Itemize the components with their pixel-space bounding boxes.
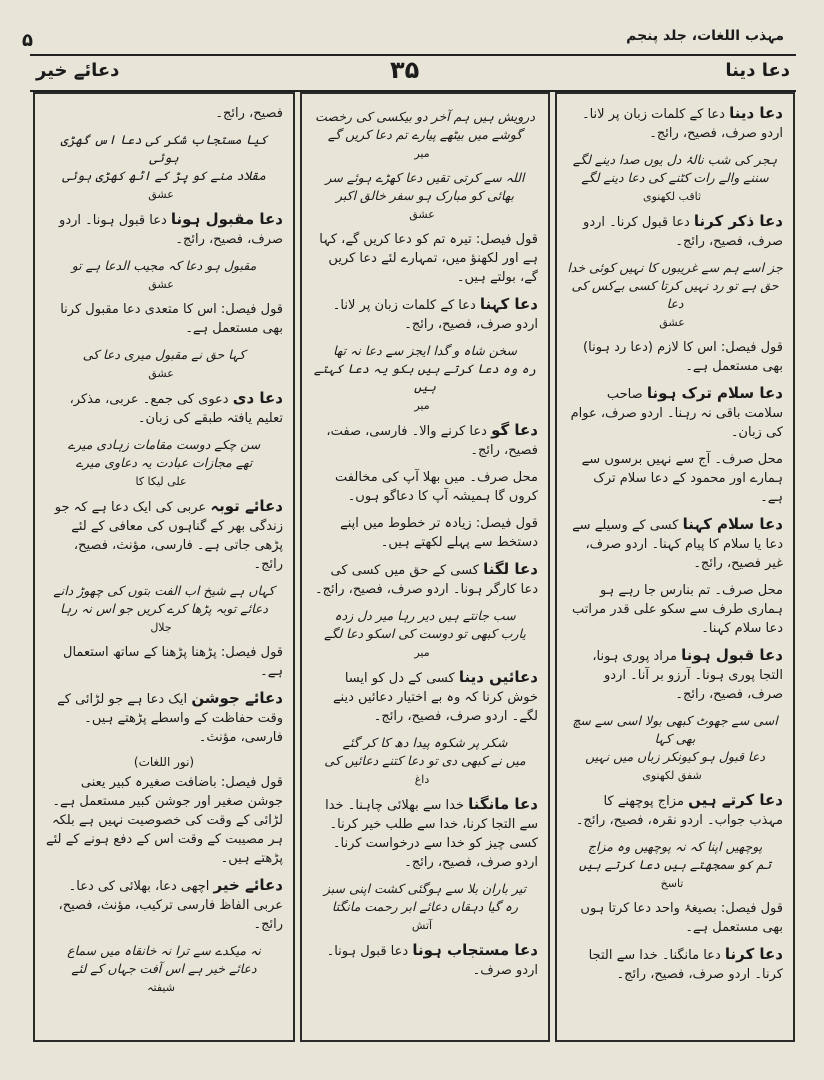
definition-text: خدا سے بھلائی چاہنا۔ خدا سے التجا کرنا، خدا سے طلب خیر کرنا۔ کسی چیز کو خدا سے درخواست کرنا۔ اردو صرف، فصیح، رائج۔ <box>325 798 538 870</box>
running-header <box>30 54 796 92</box>
verse-line: گوشے میں بیٹھے پیارے تم دعا کریں گے <box>327 127 523 142</box>
poet-name: داغ <box>414 773 430 786</box>
definition-text: محل صرف۔ تم بنارس جا رہے ہو ہماری طرف سے سکو علی قدر مراتب دعا سلام کہنا۔ <box>572 583 783 636</box>
header-first-word: دعا دینا <box>725 60 790 81</box>
definition-text: صاحب سلامت باقی نہ رہنا۔ اردو صرف، عوام کی زبان۔ <box>570 387 783 440</box>
verse-quote <box>312 880 538 935</box>
verse-line: کہا حق نے مقبول میری دعا کی <box>82 347 246 362</box>
headword: دعائے توبہ <box>210 497 283 515</box>
verse-line: کہاں ہے شیخ اب الفت بتوں کی چھوڑ دانے <box>53 583 275 598</box>
dictionary-entry <box>45 104 283 123</box>
verse-quote <box>312 607 538 662</box>
verse-line: سخن شاہ و گدا ایجز سے دعا نہ تھا <box>333 343 517 358</box>
headword: دعا ذکر کرنا <box>693 212 783 230</box>
dictionary-entry <box>45 497 283 574</box>
verse-line: سننے والے رات کٹنے کی دعا دینے لگے <box>581 170 769 185</box>
definition-text: دعا کے کلمات زبان پر لانا۔ اردو صرف، فصیح، رائج۔ <box>581 107 783 141</box>
definition-text: عربی کی ایک دعا ہے کہ جو زندگی بھر کے گناہوں کی معافی کے لئے پڑھی جاتی ہے۔ فارسی، مؤنث، فصیح، رائج۔ <box>54 500 283 572</box>
verse-quote <box>567 712 783 785</box>
dictionary-entry <box>312 514 538 552</box>
headword: دعا دی <box>232 389 283 407</box>
dictionary-entry <box>567 945 783 984</box>
poet-name: جلال <box>150 621 172 634</box>
dictionary-entry <box>312 421 538 460</box>
headword: دعا قبول ہونا <box>681 646 783 664</box>
poet-name: شفق لکھنوی <box>642 769 702 782</box>
definition-text: قول فیصل: اس کا لازم (دعا رد ہونا) بھی مستعمل ہے۔ <box>583 340 783 374</box>
dictionary-entry <box>45 300 283 338</box>
dictionary-entry <box>312 941 538 980</box>
poet-name: ثاقب لکھنوی <box>642 190 702 203</box>
verse-line: سب جانتے ہیں دیر رہا میر دل زدہ <box>334 608 516 623</box>
verse-line: دعائے توبہ پڑھا کرے کریں جو اس نہ رہا <box>60 601 268 616</box>
headword: دعا مانگنا <box>468 795 538 813</box>
verse-quote <box>312 734 538 789</box>
dictionary-entry <box>312 230 538 287</box>
verse-line: نہ میکدے سے ترا نہ خانقاہ میں سماع <box>67 943 261 958</box>
verse-line: رہ وہ دعا کرتے ہیں بکو یہ دعا کہتے ہیں <box>313 361 537 394</box>
headword: دعائے خیر <box>213 876 283 894</box>
definition-text: دعا کے کلمات زبان پر لانا۔ اردو صرف، فصیح، رائج۔ <box>332 298 538 332</box>
verse-line: سن چکے دوست مقامات زہادی میرے <box>67 437 261 452</box>
definition-text: مراد پوری ہونا، التجا پوری ہونا۔ آرزو بر آنا۔ اردو صرف، فصیح، رائج۔ <box>592 649 783 702</box>
dictionary-entry <box>45 643 283 681</box>
verse-quote <box>567 151 783 206</box>
verse-quote <box>567 838 783 893</box>
poet-name: میر <box>414 646 430 659</box>
poet-name: تاسخ <box>660 877 684 890</box>
verse-line: شکر پر شکوہ پیدا دھ کا کر گئے <box>342 735 508 750</box>
dictionary-entry <box>45 210 283 249</box>
headword: دعا سلام کہنا <box>682 515 783 533</box>
headword: دعا کہنا <box>479 295 538 313</box>
verse-quote <box>45 257 283 294</box>
verse-quote <box>312 342 538 415</box>
headword: دعا دینا <box>729 104 783 122</box>
dictionary-entry <box>312 468 538 506</box>
poet-name: شیفتہ <box>147 981 175 994</box>
definition-text: دعا کرنے والا۔ فارسی، صفت، فصیح، رائج۔ <box>326 424 538 458</box>
poet-name: عشق <box>148 188 174 201</box>
header-last-word: دعائے خیر <box>36 60 120 81</box>
definition-text: قول فیصل: زیادہ تر خطوط میں اپنے دستخط سے پہلے لکھتے ہیں۔ <box>340 516 538 550</box>
definition-text: کسی کے دل کو ایسا خوش کرنا کہ وہ بے اختیار دعائیں دینے لگے۔ اردو صرف، فصیح، رائج۔ <box>332 671 538 724</box>
verse-quote <box>45 582 283 637</box>
definition-text: دعوی کی جمع۔ عربی، مذکر، تعلیم یافتہ طبقے کی زبان۔ <box>69 392 283 426</box>
dictionary-entry <box>312 560 538 599</box>
definition-text: محل صرف۔ آج سے نہیں برسوں سے ہمارے اور محمود کے دعا سلام ترک ہے۔ <box>581 452 783 505</box>
poet-name: عشق <box>148 367 174 380</box>
verse-line: کیا مستجاب شکر کی دعا اس گھڑی ہوئی <box>60 132 268 165</box>
definition-text: قول فیصل: پڑھنا پڑھنا کے ساتھ استعمال ہے۔ <box>63 645 283 679</box>
dictionary-entry <box>567 791 783 830</box>
dictionary-entry <box>312 295 538 334</box>
verse-line: تھے مجازات عبادت یہ دعاوی میرے <box>75 455 253 470</box>
definition-text: دعا مانگنا۔ خدا سے التجا کرنا۔ اردو صرف، فصیح، رائج۔ <box>588 948 783 982</box>
dictionary-entry <box>567 581 783 638</box>
definition-text: مزاج پوچھنے کا مہذب جواب۔ اردو نقرہ، فصیح، رائج۔ <box>575 794 783 828</box>
poet-name: میر <box>414 399 430 412</box>
dictionary-entry <box>567 104 783 143</box>
dictionary-entry <box>45 876 283 934</box>
right-column <box>555 92 795 1042</box>
verse-quote <box>567 259 783 332</box>
dictionary-entry <box>567 338 783 376</box>
definition-text: قول فیصل: تیرہ تم کو دعا کریں گے، کہا ہے اور لکھنؤ میں، تمہارے لئے دعا کریں گے، بولتے ہیں۔ <box>319 232 538 285</box>
verse-line: حق ہے تو رد نہیں کرتا کسی بےکس کی دعا <box>571 278 779 311</box>
headword: دعائیں دینا <box>458 668 538 686</box>
verse-line: تم کو سمجھتے ہیں دعا کرتے ہیں <box>578 857 772 872</box>
dictionary-entry <box>45 773 283 868</box>
definition-text: محل صرف۔ میں بھلا آپ کی مخالفت کروں گا ہمیشہ آپ کا دعاگو ہوں۔ <box>335 470 538 504</box>
verse-line: مقبول ہو دعا کہ مجیب الدعا ہے تو <box>71 258 257 273</box>
verse-line: ہجر کی شب نالۂ دل یوں صدا دینے لگے <box>572 152 778 167</box>
left-column <box>33 92 295 1042</box>
headword: دعا سلام ترک ہونا <box>646 384 783 402</box>
dictionary-entry <box>45 389 283 428</box>
headword: دعا مقبول ہونا <box>170 210 283 228</box>
page-number: ۳۵ <box>390 56 420 84</box>
verse-line: بھائی کو مبارک ہو سفر خالق اکبر <box>335 188 515 203</box>
verse-quote <box>45 346 283 383</box>
verse-line: یارب کبھی تو دوست کی اسکو دعا لگے <box>324 626 526 641</box>
headword: دعا لگنا <box>483 560 538 578</box>
definition-text: دعا قبول کرنا۔ اردو صرف، فصیح، رائج۔ <box>583 215 783 249</box>
dictionary-entry <box>312 795 538 872</box>
dictionary-entry <box>567 515 783 573</box>
verse-line: اللہ سے کرتی تقیں دعا کھڑے ہوئے سر <box>325 170 525 185</box>
dictionary-entry <box>567 384 783 442</box>
verse-line: پوچھیں اپنا کہ نہ پوچھیں وہ مزاج <box>587 839 763 854</box>
dictionary-entry <box>567 646 783 704</box>
headword: دعا مستجاب ہونا <box>412 941 538 959</box>
headword: دعائے جوشن <box>191 689 283 707</box>
definition-text: ایک دعا ہے جو لڑائی کے وقت حفاظت کے واسطے پڑھتے ہیں۔ فارسی، مؤنث۔ <box>57 692 283 745</box>
definition-text: قول فیصل: باضافت صغیرہ کبیر یعنی جوشن صغیر اور جوشن کبیر مستعمل ہے۔ لڑائی کے وقت کی خصوصیت نہیں ہے بلکہ ہر مصیبت کے وقت اس کے دفع ہونے کے لئے پڑھتے ہیں۔ <box>46 775 283 866</box>
dictionary-entry <box>567 899 783 937</box>
verse-quote <box>45 436 283 491</box>
verse-line: مقلاد منے کو پڑ کے اٹھ کھڑی ہوئی <box>62 168 266 183</box>
definition-text: دعا قبول ہونا۔ اردو صرف۔ <box>326 944 538 978</box>
verse-quote <box>312 169 538 224</box>
verse-line: دعا قبول ہو کیونکر زباں میں نہیں <box>585 749 765 764</box>
verse-line: دعائے خیر ہے اس آفت جہاں کے لئے <box>71 961 257 976</box>
dictionary-entry <box>312 668 538 726</box>
poet-name: علی لیکا کا <box>135 475 187 488</box>
headword: دعا گو <box>491 421 538 439</box>
verse-line: رہ گیا دہقاں دعائے ابر رحمت مانگتا <box>331 899 519 914</box>
definition-text: کسی کے وسیلے سے دعا یا سلام کا پیام کہنا۔ اردو صرف، غیر فصیح، رائج۔ <box>572 518 783 571</box>
verse-line: درویش ہیں ہم آخر دو بیکسی کی رخصت <box>315 109 535 124</box>
poet-name: آتش <box>411 919 433 932</box>
poet-name: عشق <box>148 278 174 291</box>
headword: دعا کرتے ہیں <box>688 791 783 809</box>
verse-quote <box>45 942 283 997</box>
poet-name: عشق <box>409 208 435 221</box>
verse-line: اسی سے جھوٹ کبھی بولا اسی سے سچ بھی کہا <box>572 713 778 746</box>
verse-quote <box>45 131 283 204</box>
definition-text: دعا قبول ہونا۔ اردو صرف، فصیح، رائج۔ <box>59 213 283 247</box>
definition-text: فصیح، رائج۔ <box>215 106 283 121</box>
poet-name: میر <box>414 147 430 160</box>
definition-text: اچھی دعا، بھلائی کی دعا۔ عربی الفاظ فارسی ترکیب، مؤنث، فصیح، رائج۔ <box>58 879 283 932</box>
verse-quote <box>312 108 538 163</box>
definition-text: قول فیصل: بصیغۂ واحد دعا کرتا ہوں بھی مستعمل ہے۔ <box>580 901 783 935</box>
dictionary-entry <box>45 689 283 747</box>
verse-line: تیر باران بلا سے ہوگئی کشت اپنی سبز <box>323 881 527 896</box>
definition-text: کسی کے حق میں کسی کی دعا کارگر ہونا۔ اردو صرف، فصیح، رائج۔ <box>315 563 538 597</box>
source-citation: (نور اللغات) <box>133 755 195 769</box>
definition-text: قول فیصل: اس کا متعدی دعا مقبول کرنا بھی مستعمل ہے۔ <box>60 302 283 336</box>
page-corner-mark: ۵ <box>22 30 33 51</box>
middle-column <box>300 92 550 1042</box>
verse-line: میں نے کبھی دی تو دعا کتنے دعائیں کی <box>324 753 526 768</box>
headword: دعا کرنا <box>724 945 783 963</box>
verse-line: جز اسے ہم سے غریبوں کا نہیں کوئی خدا <box>567 260 783 275</box>
book-title: مہذب اللغات، جلد پنجم <box>626 28 784 44</box>
dictionary-entry <box>567 212 783 251</box>
dictionary-entry <box>567 450 783 507</box>
poet-name: عشق <box>659 316 685 329</box>
